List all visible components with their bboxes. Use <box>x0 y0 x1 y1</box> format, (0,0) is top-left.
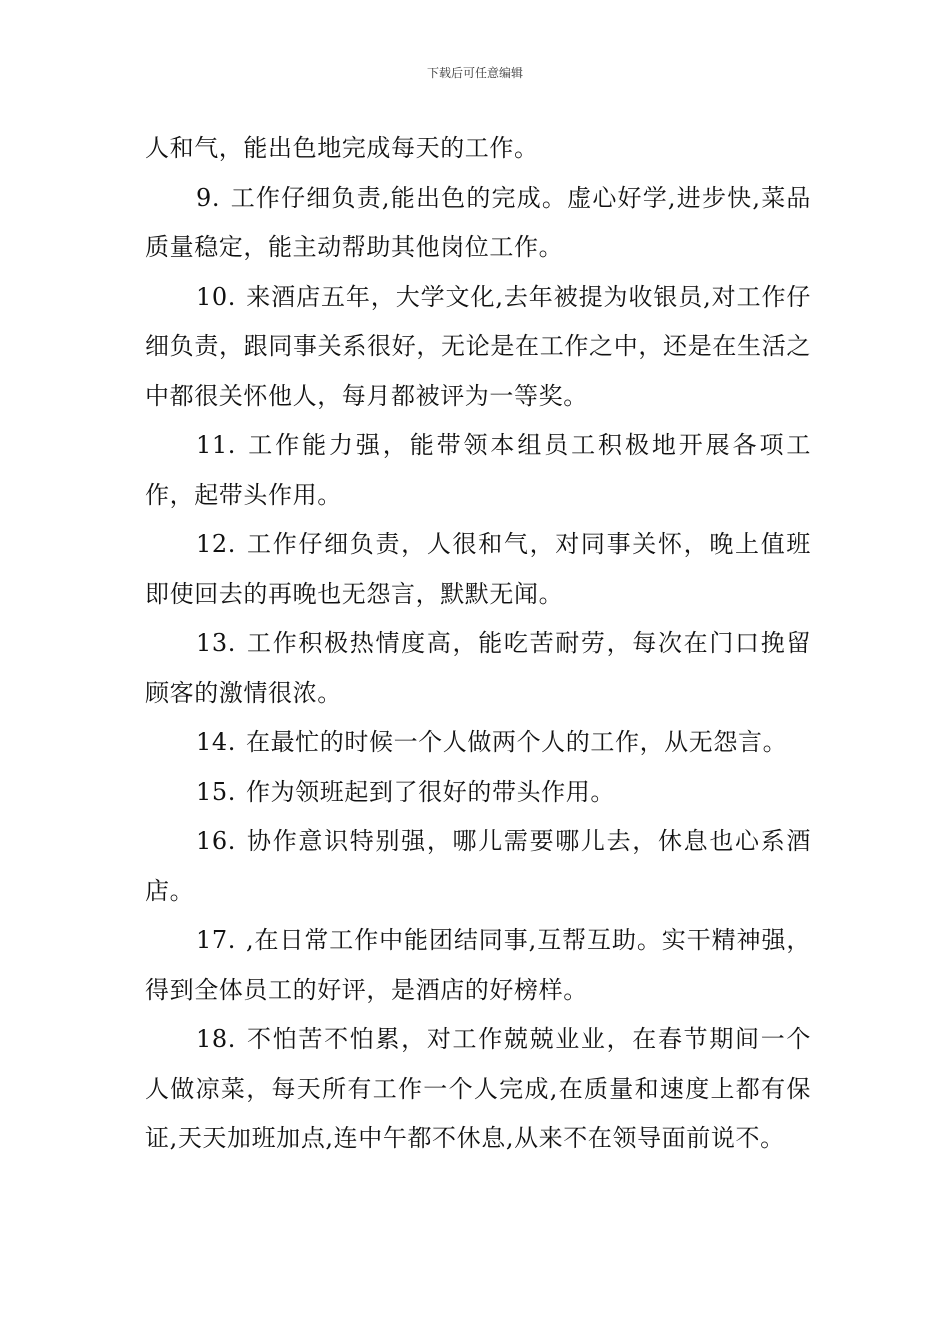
paragraph-continued <box>145 124 811 174</box>
item-text: ,在日常工作中能团结同事,互帮互助。实干精神强，得到全体员工的好评，是酒店的好榜样。 <box>145 926 811 1004</box>
item-number: 12. <box>196 530 236 558</box>
item-text: 来酒店五年，大学文化,去年被提为收银员,对工作仔细负责，跟同事关系很好，无论是在工作之中，还是在生活之中都很关怀他人，每月都被评为一等奖。 <box>145 282 811 410</box>
item-number: 16. <box>196 827 236 855</box>
item-text: 工作能力强，能带领本组员工积极地开展各项工作，起带头作用。 <box>145 431 811 509</box>
item-number: 9. <box>196 183 221 212</box>
list-item-15 <box>145 768 811 818</box>
item-text: 不怕苦不怕累，对工作兢兢业业，在春节期间一个人做凉菜，每天所有工作一个人完成,在质量和速度上都有保证,天天加班加点,连中午都不休息,从来不在领导面前说不。 <box>145 1025 811 1152</box>
item-number: 13. <box>196 629 236 657</box>
list-item-12 <box>145 520 811 619</box>
page-header: 下载后可任意编辑 <box>426 66 523 80</box>
document-body <box>145 124 811 1164</box>
item-number: 14. <box>196 728 236 756</box>
item-text: 工作仔细负责,能出色的完成。虚心好学,进步快,菜品质量稳定，能主动帮助其他岗位工作。 <box>145 183 811 261</box>
item-text: 在最忙的时候一个人做两个人的工作，从无怨言。 <box>245 728 788 756</box>
item-number: 15. <box>196 777 236 806</box>
list-item-18 <box>145 1015 811 1164</box>
item-number: 10. <box>196 282 236 311</box>
list-item-10 <box>145 273 811 422</box>
list-item-11 <box>145 421 811 520</box>
item-text: 作为领班起到了很好的带头作用。 <box>245 777 615 806</box>
item-number: 11. <box>196 431 236 459</box>
item-text: 工作积极热情度高，能吃苦耐劳，每次在门口挽留顾客的激情很浓。 <box>145 629 811 707</box>
list-item-13 <box>145 619 811 718</box>
item-number: 18. <box>196 1025 236 1053</box>
item-number: 17. <box>196 926 236 954</box>
list-item-14 <box>145 718 811 768</box>
item-text: 协作意识特别强，哪儿需要哪儿去，休息也心系酒店。 <box>145 827 811 905</box>
list-item-16 <box>145 817 811 916</box>
paragraph-text: 人和气，能出色地完成每天的工作。 <box>145 134 539 162</box>
item-text: 工作仔细负责，人很和气，对同事关怀，晚上值班即使回去的再晚也无怨言，默默无闻。 <box>145 530 811 608</box>
list-item-9 <box>145 174 811 273</box>
list-item-17 <box>145 916 811 1015</box>
